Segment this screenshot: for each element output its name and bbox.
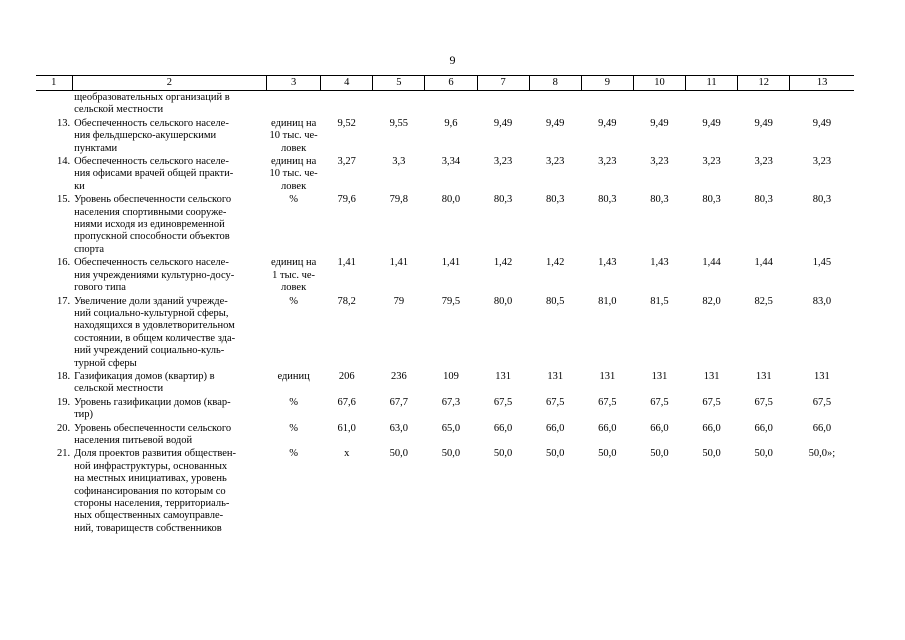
indicator-name-cell <box>72 295 266 370</box>
value-cell: 79,6 <box>337 194 356 206</box>
text-line: ки <box>74 180 85 192</box>
value-cell: 50,0 <box>598 448 617 460</box>
text-line: Газификация домов (квартир) в <box>74 370 215 382</box>
indicator-name-cell <box>72 91 266 117</box>
table-row <box>36 155 854 193</box>
text-line: ной инфраструктуры, основанных <box>74 460 228 472</box>
text-line: населения питьевой водой <box>74 434 193 446</box>
column-header-8: 8 <box>529 76 581 91</box>
value-cell: 1,43 <box>598 257 617 269</box>
column-header-row <box>36 76 854 91</box>
value-cell: 1,41 <box>441 257 461 269</box>
value-cell: 50,0 <box>389 448 409 460</box>
value-cell: 3,3 <box>392 156 406 168</box>
value-cell: 61,0 <box>337 422 356 434</box>
text-line: Обеспеченность сельского населе- <box>74 117 229 129</box>
text-line: сельской местности <box>74 383 164 395</box>
text-line: ниями исходя из единовременной <box>74 219 225 231</box>
value-cell: 80,3 <box>754 194 773 206</box>
value-cell: 67,5 <box>702 396 721 408</box>
text-line: единиц на <box>270 156 317 168</box>
value-cell: 67,5 <box>598 396 617 408</box>
table-row <box>36 295 854 370</box>
value-cell: 66,0 <box>598 422 617 434</box>
value-cell: 67,5 <box>546 396 565 408</box>
value-cell: 9,49 <box>754 117 773 129</box>
value-cell: 50,0»; <box>808 448 836 460</box>
value-cell: 66,0 <box>546 422 565 434</box>
table-row <box>36 117 854 155</box>
text-line: % <box>289 448 298 460</box>
text-line: единиц <box>277 370 310 382</box>
value-cell: 80,3 <box>598 194 617 206</box>
value-cell: 9,49 <box>702 117 721 129</box>
value-cell: 1,41 <box>337 257 356 269</box>
value-cell: 79 <box>393 295 405 307</box>
value-cell: 236 <box>390 370 407 382</box>
value-cell: 9,52 <box>337 117 356 129</box>
column-header-7: 7 <box>477 76 529 91</box>
unit-cell <box>267 193 321 256</box>
text-line: Уровень обеспеченности сельского <box>74 422 232 434</box>
text-line: спорта <box>74 243 105 255</box>
row-number-cell: 15. <box>56 194 71 206</box>
value-cell: 1,45 <box>812 257 832 269</box>
text-line: стороны населения, территориаль- <box>74 498 230 509</box>
value-cell: 65,0 <box>441 422 461 434</box>
text-line: турной сферы <box>74 357 137 369</box>
column-header-10: 10 <box>633 76 685 91</box>
text-line: единиц на <box>270 117 317 129</box>
unit-cell <box>267 256 321 294</box>
value-cell: 1,44 <box>754 257 773 269</box>
value-cell: 67,7 <box>389 396 409 408</box>
value-cell: 3,23 <box>546 156 565 168</box>
value-cell: 67,5 <box>754 396 773 408</box>
unit-cell <box>267 370 321 396</box>
text-line: находящихся в удовлетворительном <box>74 320 235 332</box>
indicator-name-cell <box>72 447 266 535</box>
value-cell: 1,42 <box>546 257 565 269</box>
value-cell: 83,0 <box>812 295 832 307</box>
text-line: ний, товариществ собственников <box>74 522 222 534</box>
text-line: 1 тыс. че- <box>272 269 316 281</box>
value-cell: 9,55 <box>389 117 409 129</box>
table-row <box>36 396 854 422</box>
text-line: Уровень обеспеченности сельского <box>74 194 232 206</box>
value-cell: 109 <box>443 370 459 382</box>
indicator-name-cell <box>72 193 266 256</box>
value-cell: 67,5 <box>650 396 669 408</box>
column-header-2: 2 <box>72 76 266 91</box>
value-cell: 9,6 <box>444 117 458 129</box>
text-line: Увеличение доли зданий учрежде- <box>74 295 228 307</box>
indicator-name-cell <box>72 422 266 448</box>
value-cell: 1,43 <box>650 257 669 269</box>
value-cell: 50,0 <box>754 448 773 460</box>
text-line: щеобразовательных организаций в <box>74 92 230 103</box>
column-header-3: 3 <box>267 76 321 91</box>
text-line: на местных инициативах, уровень <box>74 473 227 485</box>
row-number-cell: 18. <box>56 370 71 382</box>
text-line: % <box>289 194 298 206</box>
text-line: единиц на <box>270 257 317 269</box>
text-line: пропускной способности объектов <box>74 231 230 243</box>
text-line: ния офисами врачей общей практи- <box>74 168 234 180</box>
column-header-4: 4 <box>321 76 373 91</box>
value-cell: 79,8 <box>389 194 409 206</box>
value-cell: 50,0 <box>702 448 721 460</box>
value-cell: 66,0 <box>650 422 669 434</box>
value-cell: 80,3 <box>493 194 513 206</box>
unit-cell <box>267 447 321 535</box>
value-cell: 3,27 <box>337 156 356 168</box>
value-cell: 131 <box>814 370 830 382</box>
column-header-6: 6 <box>425 76 477 91</box>
value-cell: 131 <box>651 370 668 382</box>
value-cell: 81,5 <box>650 295 669 307</box>
value-cell: 1,42 <box>493 257 513 269</box>
value-cell: 67,3 <box>441 396 461 408</box>
column-header-5: 5 <box>373 76 425 91</box>
indicator-name-cell <box>72 256 266 294</box>
value-cell: 80,5 <box>546 295 565 307</box>
value-cell: 131 <box>547 370 564 382</box>
value-cell: 1,44 <box>702 257 721 269</box>
value-cell: 80,3 <box>546 194 565 206</box>
value-cell: 131 <box>495 370 511 382</box>
value-cell: 3,23 <box>650 156 669 168</box>
row-number-cell: 13. <box>56 117 71 129</box>
indicator-name-cell <box>72 396 266 422</box>
value-cell: 9,49 <box>598 117 617 129</box>
value-cell: 3,34 <box>441 156 461 168</box>
text-line: % <box>289 295 298 307</box>
column-header-13: 13 <box>790 76 854 91</box>
value-cell: 66,0 <box>812 422 832 434</box>
value-cell: 9,49 <box>812 117 832 129</box>
row-number-cell <box>36 91 72 117</box>
value-cell: 1,41 <box>389 257 409 269</box>
text-line: состоянии, в общем количестве зда- <box>74 332 236 344</box>
value-cell: 3,23 <box>598 156 617 168</box>
value-cell: 67,5 <box>812 396 832 408</box>
indicators-table <box>36 75 854 535</box>
value-cell: 63,0 <box>389 422 409 434</box>
text-line: 10 тыс. че- <box>269 130 318 142</box>
text-line: % <box>289 422 298 434</box>
text-line: гового типа <box>74 282 126 294</box>
table-row <box>36 256 854 294</box>
value-cell: 67,6 <box>337 396 356 408</box>
text-line: ния учреждениями культурно-досу- <box>74 269 235 281</box>
text-line: пунктами <box>74 142 118 154</box>
row-number-cell: 16. <box>56 257 71 269</box>
text-line: населения спортивными сооруже- <box>74 206 227 218</box>
value-cell: 80,0 <box>493 295 513 307</box>
value-cell: 80,3 <box>812 194 832 206</box>
continuation-row <box>36 91 854 117</box>
value-cell: 66,0 <box>702 422 721 434</box>
table-row <box>36 447 854 535</box>
text-line: ловек <box>281 142 307 154</box>
value-cell: 50,0 <box>546 448 565 460</box>
value-cell: 131 <box>755 370 772 382</box>
value-cell: 50,0 <box>441 448 461 460</box>
column-header-11: 11 <box>686 76 738 91</box>
value-cell: 67,5 <box>493 396 513 408</box>
text-line: ных общественных самоуправле- <box>74 510 224 522</box>
unit-cell <box>267 396 321 422</box>
value-cell: 82,0 <box>702 295 721 307</box>
text-line: ловек <box>281 180 307 192</box>
row-number-cell: 20. <box>56 422 71 434</box>
unit-cell <box>267 155 321 193</box>
value-cell: 66,0 <box>493 422 513 434</box>
value-cell: 50,0 <box>493 448 513 460</box>
page-number: 9 <box>449 53 456 67</box>
table-row <box>36 370 854 396</box>
text-line: Обеспеченность сельского населе- <box>74 257 229 269</box>
text-line: ния фельдшерско-акушерскими <box>74 130 217 142</box>
table-row <box>36 193 854 256</box>
value-cell: 78,2 <box>337 295 356 307</box>
value-cell: 206 <box>338 370 355 382</box>
text-line: Уровень газификации домов (квар- <box>74 396 231 408</box>
value-cell: 9,49 <box>650 117 669 129</box>
value-cell: 79,5 <box>441 295 461 307</box>
text-line: % <box>289 396 298 408</box>
column-header-9: 9 <box>581 76 633 91</box>
indicator-name-cell <box>72 117 266 155</box>
value-cell: 80,0 <box>441 194 461 206</box>
value-cell: 50,0 <box>650 448 669 460</box>
value-cell: 3,23 <box>493 156 513 168</box>
unit-cell <box>267 117 321 155</box>
value-cell: 3,23 <box>754 156 773 168</box>
unit-cell <box>267 422 321 448</box>
text-line: тир) <box>74 409 94 421</box>
value-cell: 80,3 <box>650 194 669 206</box>
value-cell: 131 <box>703 370 720 382</box>
text-line: софинансирования по которым со <box>74 485 226 497</box>
value-cell: 80,3 <box>702 194 721 206</box>
value-cell: 131 <box>599 370 616 382</box>
unit-cell <box>267 295 321 370</box>
row-number-cell: 21. <box>56 448 71 460</box>
unit-cell <box>267 91 321 117</box>
text-line: ловек <box>281 282 307 294</box>
table-body <box>36 76 854 536</box>
text-line: 10 тыс. че- <box>269 168 318 180</box>
text-line: ний учреждений социально-куль- <box>74 345 225 357</box>
row-number-cell: 19. <box>56 396 71 408</box>
indicator-name-cell <box>72 370 266 396</box>
value-cell: х <box>344 448 350 460</box>
value-cell: 82,5 <box>754 295 773 307</box>
row-number-cell: 14. <box>56 156 71 168</box>
column-header-12: 12 <box>738 76 790 91</box>
value-cell: 3,23 <box>702 156 721 168</box>
value-cell: 81,0 <box>598 295 617 307</box>
text-line: ний социально-культурной сферы, <box>74 307 229 319</box>
value-cell: 66,0 <box>754 422 773 434</box>
text-line: сельской местности <box>74 104 164 116</box>
column-header-1: 1 <box>36 76 72 91</box>
value-cell: 9,49 <box>546 117 565 129</box>
value-cell: 3,23 <box>812 156 832 168</box>
table-row <box>36 422 854 448</box>
value-cell: 9,49 <box>493 117 513 129</box>
row-number-cell: 17. <box>56 295 71 307</box>
indicator-name-cell <box>72 155 266 193</box>
text-line: Доля проектов развития обществен- <box>74 448 237 460</box>
text-line: Обеспеченность сельского населе- <box>74 156 229 168</box>
